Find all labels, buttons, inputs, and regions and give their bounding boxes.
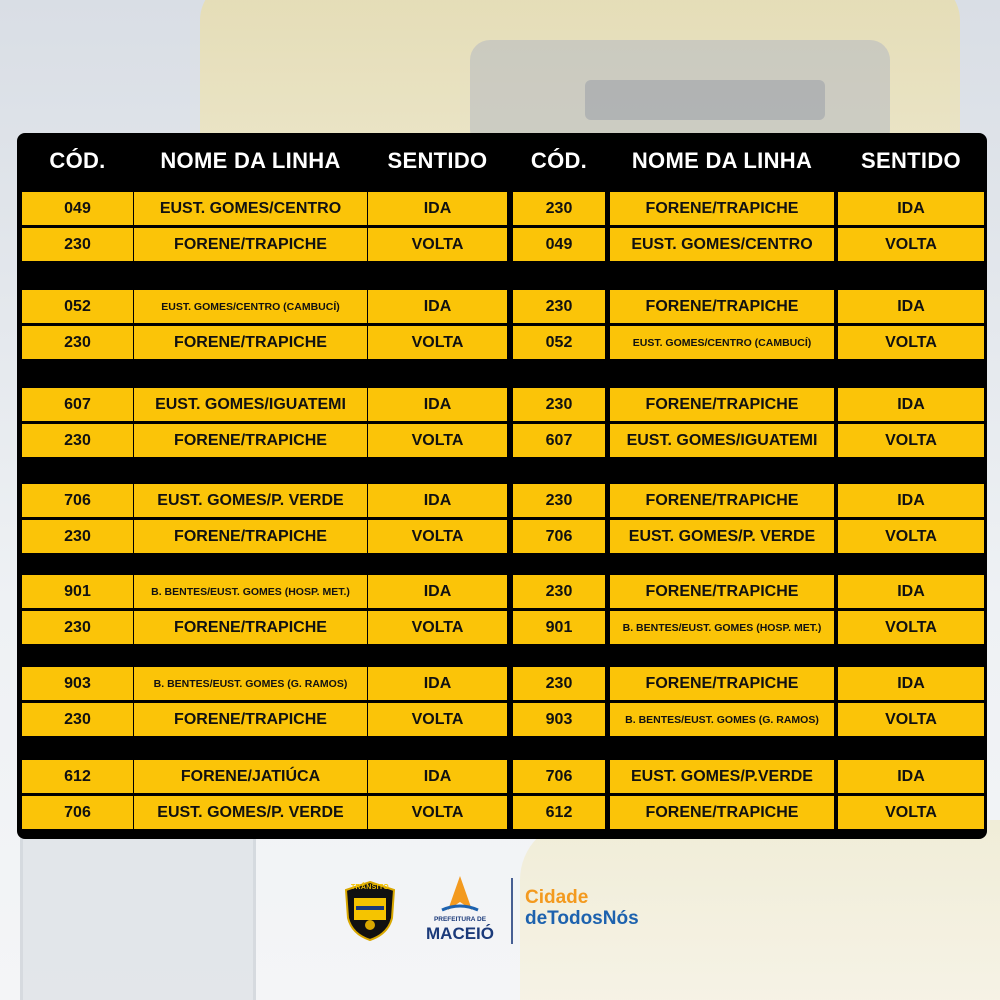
cell-cod-right: 901 <box>513 611 605 644</box>
cell-sentido-right: VOLTA <box>838 228 984 261</box>
cell-cod-left: 607 <box>22 388 133 421</box>
cell-sentido-right: IDA <box>838 290 984 323</box>
footer-logos <box>0 872 1000 952</box>
cell-nome-right: FORENE/TRAPICHE <box>610 575 834 608</box>
cell-nome-right: EUST. GOMES/IGUATEMI <box>610 424 834 457</box>
cell-nome-right: FORENE/TRAPICHE <box>610 388 834 421</box>
maceio-logo-icon <box>420 872 500 952</box>
cell-nome-right: EUST. GOMES/P. VERDE <box>610 520 834 553</box>
cell-nome-right: EUST. GOMES/P.VERDE <box>610 760 834 793</box>
cell-cod-left: 706 <box>22 484 133 517</box>
header-cod-left: CÓD. <box>49 147 106 173</box>
cell-sentido-left: VOLTA <box>368 703 507 736</box>
cell-cod-left: 612 <box>22 760 133 793</box>
cell-nome-right: FORENE/TRAPICHE <box>610 192 834 225</box>
cell-sentido-left: IDA <box>368 760 507 793</box>
cell-nome-left: EUST. GOMES/P. VERDE <box>134 484 367 517</box>
transito-label: TRÂNSITO <box>350 884 390 891</box>
cell-cod-left: 230 <box>22 611 133 644</box>
cell-cod-left: 230 <box>22 424 133 457</box>
cell-cod-right: 903 <box>513 703 605 736</box>
cell-sentido-right: VOLTA <box>838 520 984 553</box>
cell-sentido-left: VOLTA <box>368 520 507 553</box>
cell-cod-right: 612 <box>513 796 605 829</box>
cell-cod-right: 230 <box>513 192 605 225</box>
cell-sentido-left: IDA <box>368 290 507 323</box>
cidade-label: Cidade <box>525 887 589 908</box>
cell-nome-left: B. BENTES/EUST. GOMES (HOSP. MET.) <box>134 575 367 608</box>
header-cod-right: CÓD. <box>530 147 588 173</box>
cell-nome-right: B. BENTES/EUST. GOMES (G. RAMOS) <box>610 703 834 736</box>
transito-badge-icon <box>342 880 398 942</box>
cell-nome-right: B. BENTES/EUST. GOMES (HOSP. MET.) <box>610 611 834 644</box>
cell-cod-right: 230 <box>513 667 605 700</box>
cell-sentido-left: VOLTA <box>368 326 507 359</box>
cell-nome-left: EUST. GOMES/CENTRO <box>134 192 367 225</box>
cell-cod-right: 049 <box>513 228 605 261</box>
cell-cod-left: 901 <box>22 575 133 608</box>
cell-nome-left: FORENE/TRAPICHE <box>134 424 367 457</box>
cell-sentido-right: IDA <box>838 575 984 608</box>
header-sentido-right: SENTIDO <box>861 147 961 173</box>
route-group <box>17 386 987 461</box>
cell-nome-left: FORENE/TRAPICHE <box>134 326 367 359</box>
cell-cod-left: 230 <box>22 228 133 261</box>
cell-nome-right: FORENE/TRAPICHE <box>610 796 834 829</box>
cell-sentido-right: IDA <box>838 667 984 700</box>
maceio-label: MACEIÓ <box>426 924 494 943</box>
cell-cod-left: 706 <box>22 796 133 829</box>
routes-table <box>17 133 987 839</box>
cell-cod-left: 049 <box>22 192 133 225</box>
cell-nome-left: FORENE/TRAPICHE <box>134 520 367 553</box>
cell-cod-right: 230 <box>513 484 605 517</box>
cell-cod-left: 230 <box>22 520 133 553</box>
route-group <box>17 190 987 265</box>
cell-nome-right: EUST. GOMES/CENTRO (CAMBUCÍ) <box>610 326 834 359</box>
cell-sentido-right: IDA <box>838 388 984 421</box>
route-group <box>17 288 987 363</box>
cell-cod-right: 052 <box>513 326 605 359</box>
cell-sentido-left: VOLTA <box>368 228 507 261</box>
cell-nome-left: FORENE/JATIÚCA <box>134 760 367 793</box>
cell-sentido-left: IDA <box>368 484 507 517</box>
cell-nome-left: FORENE/TRAPICHE <box>134 228 367 261</box>
cell-cod-right: 230 <box>513 388 605 421</box>
route-group <box>17 482 987 557</box>
cell-sentido-left: VOLTA <box>368 611 507 644</box>
cell-cod-left: 230 <box>22 326 133 359</box>
cell-cod-right: 230 <box>513 575 605 608</box>
de-todos-nos-label: deTodosNós <box>525 908 639 929</box>
cell-cod-right: 230 <box>513 290 605 323</box>
route-group <box>17 758 987 833</box>
header-nome-right: NOME DA LINHA <box>631 147 813 173</box>
cell-sentido-right: VOLTA <box>838 424 984 457</box>
bus-destination-sign <box>585 80 825 120</box>
cell-sentido-left: IDA <box>368 388 507 421</box>
cell-nome-right: FORENE/TRAPICHE <box>610 290 834 323</box>
cell-cod-left: 052 <box>22 290 133 323</box>
cell-sentido-right: VOLTA <box>838 611 984 644</box>
cell-cod-right: 706 <box>513 760 605 793</box>
cell-cod-right: 706 <box>513 520 605 553</box>
cell-nome-left: EUST. GOMES/CENTRO (CAMBUCÍ) <box>134 290 367 323</box>
cell-cod-left: 903 <box>22 667 133 700</box>
cell-nome-left: B. BENTES/EUST. GOMES (G. RAMOS) <box>134 667 367 700</box>
cell-sentido-right: IDA <box>838 192 984 225</box>
cell-nome-right: FORENE/TRAPICHE <box>610 484 834 517</box>
cell-sentido-right: IDA <box>838 760 984 793</box>
cell-nome-left: FORENE/TRAPICHE <box>134 703 367 736</box>
cell-sentido-left: IDA <box>368 192 507 225</box>
cell-sentido-left: VOLTA <box>368 424 507 457</box>
cell-nome-left: EUST. GOMES/P. VERDE <box>134 796 367 829</box>
cell-sentido-right: VOLTA <box>838 703 984 736</box>
cell-cod-right: 607 <box>513 424 605 457</box>
route-group <box>17 665 987 740</box>
cell-sentido-left: IDA <box>368 575 507 608</box>
header-sentido-left: SENTIDO <box>387 147 488 173</box>
cell-sentido-left: VOLTA <box>368 796 507 829</box>
logo-divider <box>511 878 513 944</box>
cell-sentido-left: IDA <box>368 667 507 700</box>
cell-nome-left: EUST. GOMES/IGUATEMI <box>134 388 367 421</box>
header-nome-left: NOME DA LINHA <box>160 147 341 173</box>
cell-sentido-right: VOLTA <box>838 326 984 359</box>
cell-nome-right: EUST. GOMES/CENTRO <box>610 228 834 261</box>
cell-sentido-right: VOLTA <box>838 796 984 829</box>
cell-nome-right: FORENE/TRAPICHE <box>610 667 834 700</box>
cell-sentido-right: IDA <box>838 484 984 517</box>
cell-nome-left: FORENE/TRAPICHE <box>134 611 367 644</box>
route-group <box>17 573 987 648</box>
cell-cod-left: 230 <box>22 703 133 736</box>
prefeitura-label: PREFEITURA DE <box>433 916 487 923</box>
